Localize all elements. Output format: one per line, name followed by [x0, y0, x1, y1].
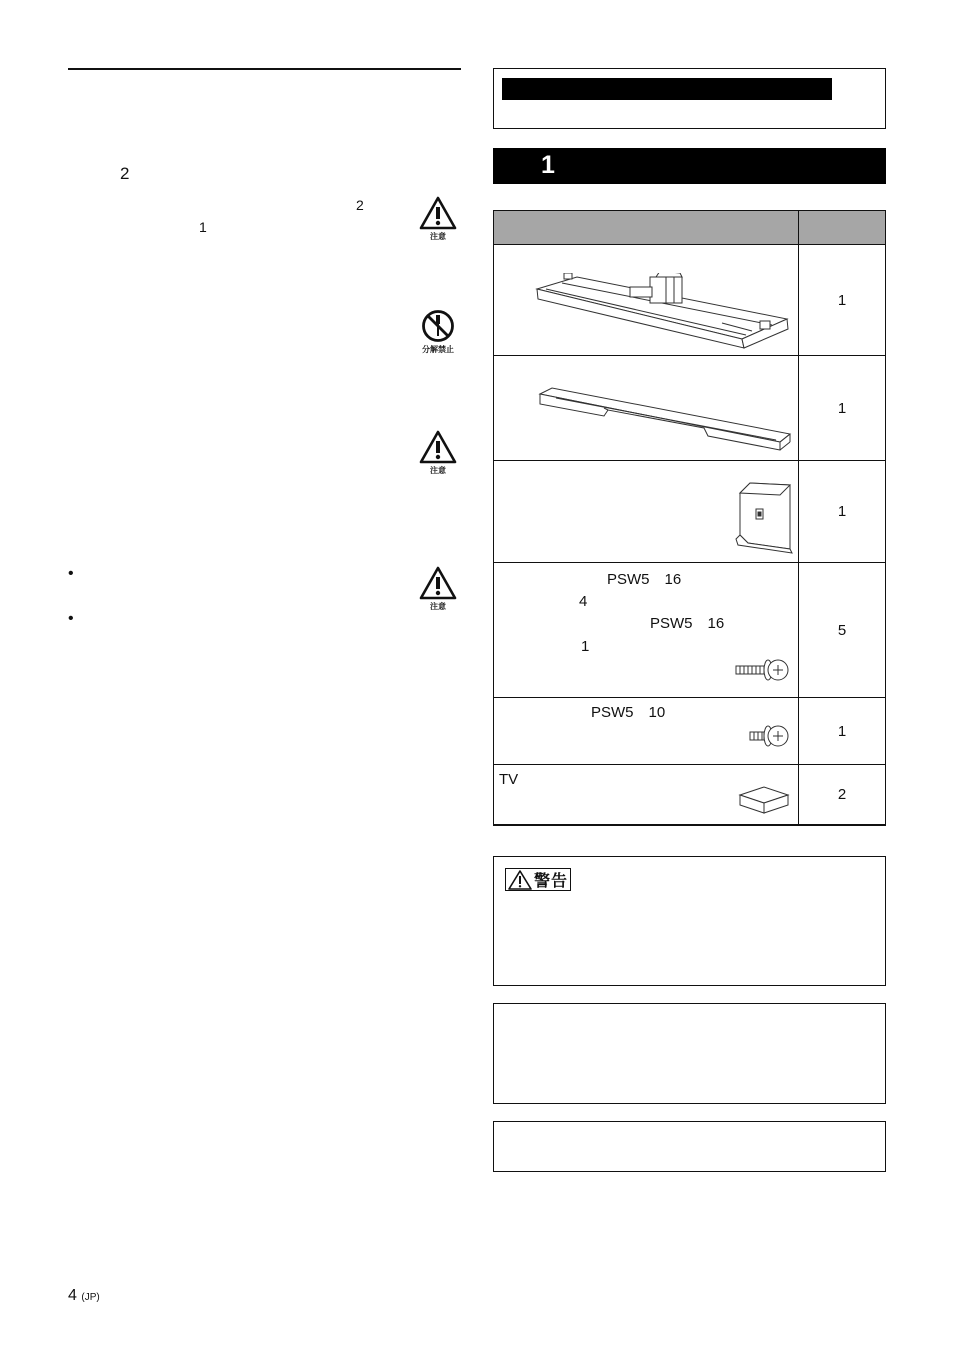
screw-spec: PSW5 10 [591, 704, 666, 721]
short-screw-icon [748, 722, 790, 750]
page-number-suffix: (JP) [81, 1292, 100, 1303]
warning-triangle-icon [508, 870, 532, 890]
parts-table [493, 210, 886, 826]
column-header-qty [799, 211, 886, 245]
note-box [493, 1003, 886, 1104]
caution-symbol [416, 430, 460, 476]
cover-plate-illustration [538, 382, 792, 452]
caution-symbol [416, 566, 460, 612]
table-row [494, 461, 886, 563]
quantity-cell: 1 [799, 245, 886, 356]
no-disassembly-symbol [416, 309, 460, 355]
disassembly-label: 分解禁止 [422, 345, 454, 354]
long-screw-icon [734, 656, 790, 684]
quantity-cell: 1 [799, 356, 886, 461]
quantity-cell: 5 [799, 563, 886, 698]
bracket-illustration [734, 481, 794, 555]
inline-number: 2 [356, 197, 364, 213]
screw-spec: PSW5 16 [607, 571, 682, 588]
caution-symbol [416, 196, 460, 242]
page-number-value: 4 [68, 1287, 77, 1304]
warning-label: 警告 [534, 871, 569, 890]
table-row [494, 563, 886, 698]
bullet-marker: • [68, 565, 74, 582]
note-box [493, 1121, 886, 1172]
quantity-cell: 2 [799, 765, 886, 826]
inline-number: 1 [199, 219, 207, 235]
title-bar [502, 78, 832, 100]
warning-box [493, 856, 886, 986]
page-number [68, 1287, 100, 1305]
section-header [493, 148, 886, 184]
part-cell [494, 765, 799, 826]
part-cell [494, 461, 799, 563]
title-box [493, 68, 886, 129]
column-header-item [494, 211, 799, 245]
caution-triangle-icon [419, 430, 457, 464]
quantity-cell: 1 [799, 461, 886, 563]
part-cell [494, 356, 799, 461]
table-row [494, 356, 886, 461]
caution-triangle-icon [419, 196, 457, 230]
caution-label: 注意 [430, 602, 446, 611]
caution-label: 注意 [430, 232, 446, 241]
table-row [494, 245, 886, 356]
caution-label: 注意 [430, 466, 446, 475]
quantity-cell: 1 [799, 698, 886, 765]
screw-count: 1 [581, 638, 590, 655]
pad-illustration [738, 785, 790, 815]
section-number: 1 [541, 151, 555, 179]
table-header-row [494, 211, 886, 245]
pad-label: TV [499, 771, 519, 788]
part-cell [494, 563, 799, 698]
warning-tag [505, 868, 571, 891]
stand-base-illustration [532, 273, 794, 349]
screw-spec: PSW5 16 [650, 615, 725, 632]
caution-triangle-icon [419, 566, 457, 600]
no-disassembly-icon [420, 309, 456, 343]
screw-count: 4 [579, 593, 588, 610]
table-row [494, 698, 886, 765]
table-row [494, 765, 886, 826]
bullet-marker: • [68, 610, 74, 627]
step-number: 2 [120, 164, 130, 183]
part-cell [494, 698, 799, 765]
section-top-rule [68, 68, 461, 70]
part-cell [494, 245, 799, 356]
